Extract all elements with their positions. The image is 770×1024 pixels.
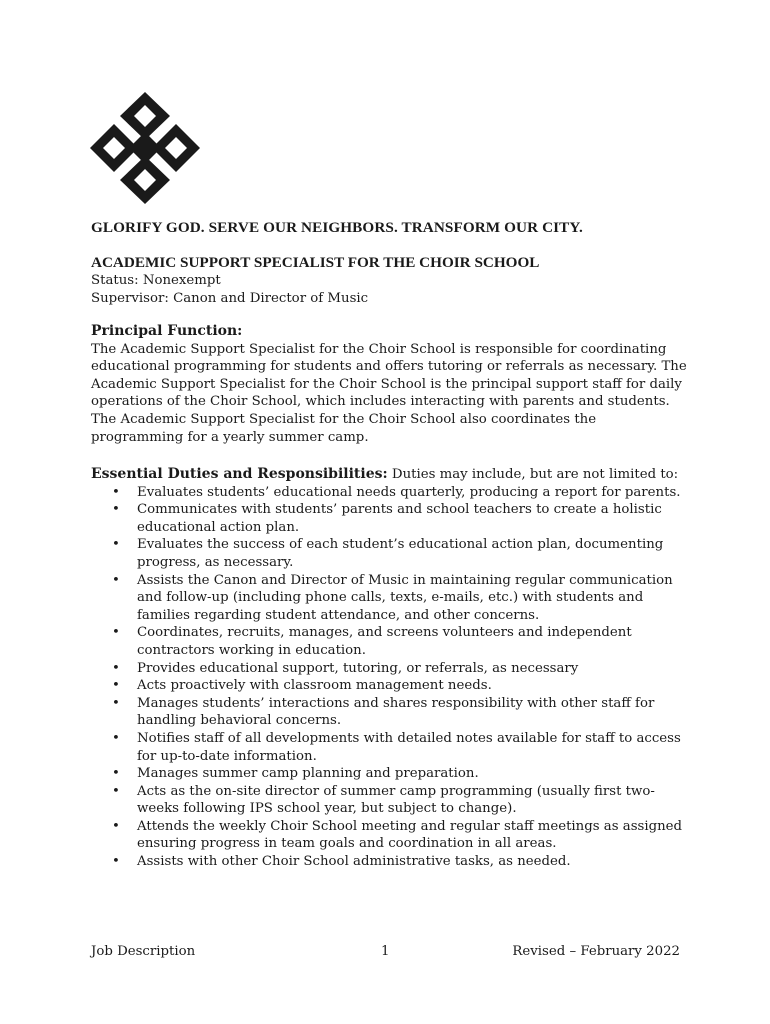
list-item: • Assists with other Choir School administrative tasks, as needed. xyxy=(91,853,691,871)
list-item: • Evaluates students’ educational needs quarterly, producing a report for parents. xyxy=(91,484,691,502)
duties-intro-line xyxy=(91,466,691,484)
list-item: • Communicates with students’ parents and school teachers to create a holistic educational action plan. xyxy=(91,501,691,536)
duties-intro: Duties may include, but are not limited to: xyxy=(391,467,679,482)
principal-function-text: The Academic Support Specialist for the Choir School is responsible for coordinating educational programming for students and offers tutoring or referrals as necessary. The Academic Support Specialist for the Choir School is the principal support staff for daily operations of the Choir School, which includes interacting with parents and students. The Academic Support Specialist for the Choir School also coordinates the programming for a yearly summer camp. xyxy=(91,341,687,445)
duties-heading: Essential Duties and Responsibilities: xyxy=(91,466,388,482)
duties-section xyxy=(91,466,691,871)
duties-list xyxy=(91,484,691,871)
list-item: • Evaluates the success of each student’s educational action plan, documenting progress, as necessary. xyxy=(91,536,691,571)
job-status: Status: Nonexempt xyxy=(91,273,221,288)
list-item: • Manages summer camp planning and preparation. xyxy=(91,765,691,783)
job-header xyxy=(91,254,691,307)
footer-left: Job Description xyxy=(91,944,196,959)
list-item: • Notifies staff of all developments with detailed notes available for staff to access for up-to-date information. xyxy=(91,730,691,765)
principal-function-heading: Principal Function: xyxy=(91,323,243,339)
cross-logo-icon xyxy=(90,92,200,204)
list-item: • Coordinates, recruits, manages, and screens volunteers and independent contractors working in education. xyxy=(91,624,691,659)
tagline: GLORIFY GOD. SERVE OUR NEIGHBORS. TRANSFORM OUR CITY. xyxy=(91,219,583,236)
footer-page-number: 1 xyxy=(381,944,390,959)
list-item: • Acts as the on-site director of summer camp programming (usually first two-weeks following IPS school year, but subject to change). xyxy=(91,783,691,818)
list-item: • Manages students’ interactions and shares responsibility with other staff for handling behavioral concerns. xyxy=(91,695,691,730)
footer-revised: Revised – February 2022 xyxy=(512,944,680,959)
list-item: • Provides educational support, tutoring, or referrals, as necessary xyxy=(91,660,691,678)
list-item: • Acts proactively with classroom management needs. xyxy=(91,677,691,695)
list-item: • Attends the weekly Choir School meeting and regular staff meetings as assigned ensuring progress in team goals and coordination in all areas. xyxy=(91,818,691,853)
job-supervisor: Supervisor: Canon and Director of Music xyxy=(91,290,369,306)
list-item: • Assists the Canon and Director of Music in maintaining regular communication and follow-up (including phone calls, texts, e-mails, etc.) with students and families regarding student attendance, and other concerns. xyxy=(91,572,691,625)
principal-function-section xyxy=(91,323,691,446)
job-title: ACADEMIC SUPPORT SPECIALIST FOR THE CHOIR SCHOOL xyxy=(91,254,540,271)
